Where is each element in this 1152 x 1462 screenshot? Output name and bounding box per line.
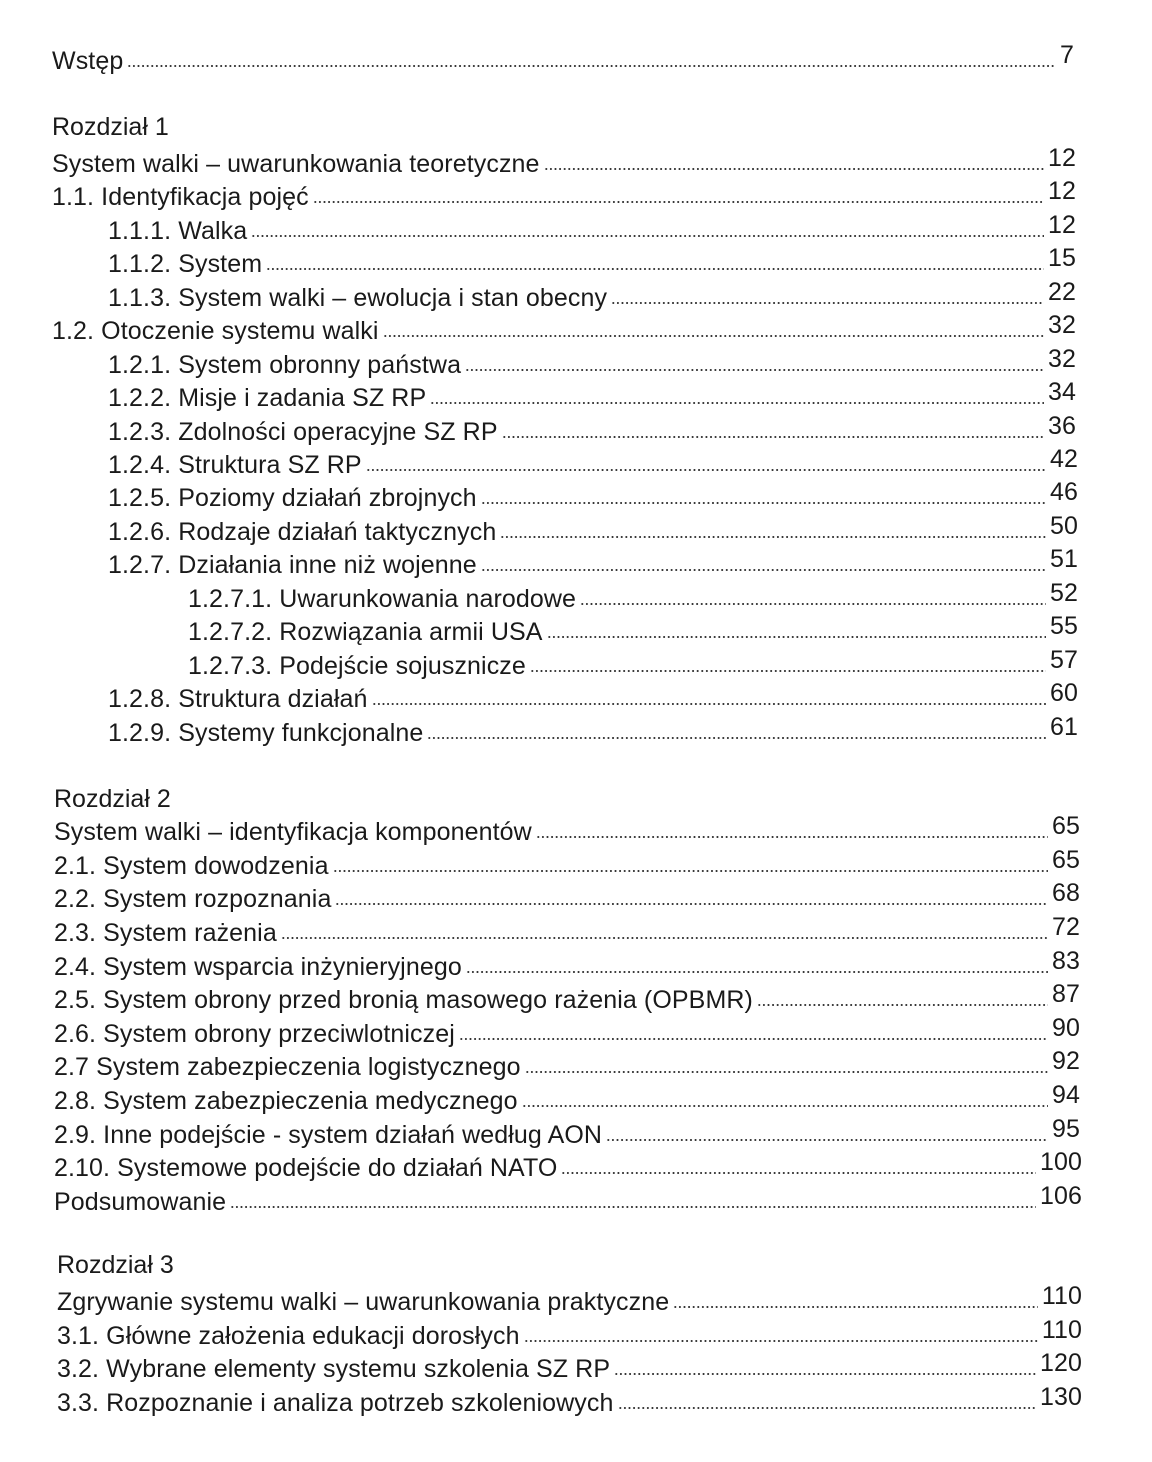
toc-entry — [108, 546, 1078, 580]
toc-entry — [52, 312, 1076, 346]
toc-page-number: 22 — [1047, 278, 1076, 306]
toc-entry-title: 1.2.9. Systemy funkcjonalne — [108, 719, 424, 747]
toc-entry — [54, 813, 1080, 847]
dot-leader — [481, 500, 1046, 506]
toc-entry-title: 3.3. Rozpoznanie i analiza potrzeb szkoleniowych — [57, 1389, 614, 1417]
toc-entry-title: 1.1. Identyfikacja pojęć — [52, 183, 309, 211]
toc-entry-title: Zgrywanie systemu walki – uwarunkowania praktyczne — [57, 1288, 670, 1316]
toc-page-number: 65 — [1051, 846, 1080, 874]
toc-page-number: 12 — [1047, 177, 1076, 205]
dot-leader — [757, 1002, 1048, 1008]
toc-page-number: 32 — [1047, 311, 1076, 339]
toc-page-number: 106 — [1039, 1182, 1082, 1210]
dot-leader — [673, 1304, 1038, 1310]
toc-entry-title: Podsumowanie — [54, 1188, 227, 1216]
toc-entry — [188, 647, 1078, 681]
toc-entry — [54, 981, 1080, 1015]
toc-page-number: 34 — [1047, 378, 1076, 406]
toc-entry-title: 2.9. Inne podejście - system działań według AON — [54, 1121, 603, 1149]
toc-page-number: 57 — [1049, 646, 1078, 674]
dot-leader — [525, 1069, 1048, 1075]
dot-leader — [544, 166, 1044, 172]
toc-entry — [188, 580, 1078, 614]
dot-leader — [618, 1405, 1036, 1411]
dot-leader — [333, 868, 1048, 874]
toc-entry-title: 1.2.3. Zdolności operacyjne SZ RP — [108, 418, 498, 446]
toc-entry-title: 2.8. System zabezpieczenia medycznego — [54, 1087, 518, 1115]
dot-leader — [547, 634, 1046, 640]
dot-leader — [313, 199, 1044, 205]
toc-entry — [108, 212, 1076, 246]
toc-page-number: 120 — [1039, 1349, 1082, 1377]
toc-entry — [54, 1183, 1082, 1217]
toc-entry — [108, 279, 1076, 313]
toc-page-number: 68 — [1051, 879, 1080, 907]
dot-leader — [383, 333, 1044, 339]
toc-entry — [54, 948, 1080, 982]
toc-entry-title: 1.1.1. Walka — [108, 217, 248, 245]
dot-leader — [465, 367, 1044, 373]
dot-leader — [427, 735, 1046, 741]
dot-leader — [580, 601, 1046, 607]
toc-page-number: 87 — [1051, 980, 1080, 1008]
toc-page-number: 12 — [1047, 144, 1076, 172]
toc-page-number: 50 — [1049, 512, 1078, 540]
toc-page-number: 55 — [1049, 612, 1078, 640]
dot-leader — [530, 668, 1046, 674]
chapter-heading: Rozdział 2 — [54, 785, 171, 813]
toc-entry-title: 1.2.1. System obronny państwa — [108, 351, 462, 379]
toc-entry — [57, 1350, 1082, 1384]
dot-leader — [561, 1170, 1036, 1176]
dot-leader — [522, 1103, 1048, 1109]
toc-page-number: 92 — [1051, 1047, 1080, 1075]
toc-page-number: 130 — [1039, 1383, 1082, 1411]
toc-page-number: 52 — [1049, 579, 1078, 607]
toc-entry — [108, 479, 1078, 513]
toc-entry-title: System walki – uwarunkowania teoretyczne — [52, 150, 540, 178]
dot-leader — [606, 1137, 1048, 1143]
dot-leader — [614, 1371, 1036, 1377]
toc-entry-title: 3.2. Wybrane elementy systemu szkolenia SZ RP — [57, 1355, 611, 1383]
dot-leader — [466, 969, 1048, 975]
toc-entry — [108, 413, 1076, 447]
toc-entry-title: 3.1. Główne założenia edukacji dorosłych — [57, 1322, 520, 1350]
toc-entry — [54, 1116, 1080, 1150]
dot-leader — [430, 400, 1044, 406]
toc-entry — [108, 446, 1078, 480]
toc-entry — [54, 1082, 1080, 1116]
dot-leader — [611, 300, 1044, 306]
dot-leader — [536, 834, 1048, 840]
toc-entry — [54, 914, 1080, 948]
chapter-heading: Rozdział 3 — [57, 1251, 174, 1279]
dot-leader — [230, 1204, 1036, 1210]
toc-page-number: 90 — [1051, 1014, 1080, 1042]
toc-entry — [52, 42, 1074, 76]
toc-entry-title: 1.2.8. Struktura działań — [108, 685, 368, 713]
toc-entry — [188, 613, 1078, 647]
toc-entry-title: 2.10. Systemowe podejście do działań NATO — [54, 1154, 558, 1182]
toc-page-number: 12 — [1047, 211, 1076, 239]
toc-page-number: 110 — [1041, 1316, 1082, 1344]
toc-entry — [108, 346, 1076, 380]
toc-entry-title: Wstęp — [52, 47, 124, 75]
toc-entry — [54, 847, 1080, 881]
dot-leader — [524, 1338, 1038, 1344]
toc-entry-title: 1.1.2. System — [108, 250, 263, 278]
toc-entry — [57, 1317, 1082, 1351]
toc-entry — [108, 245, 1076, 279]
toc-entry — [52, 178, 1076, 212]
dot-leader — [366, 467, 1046, 473]
toc-entry-title: 1.2.6. Rodzaje działań taktycznych — [108, 518, 497, 546]
toc-entry-title: 2.4. System wsparcia inżynieryjnego — [54, 953, 462, 981]
toc-entry-title: 1.2.5. Poziomy działań zbrojnych — [108, 484, 477, 512]
dot-leader — [127, 63, 1056, 69]
toc-entry-title: 2.5. System obrony przed bronią masowego rażenia (OPBMR) — [54, 986, 753, 1014]
dot-leader — [266, 266, 1044, 272]
toc-page-number: 100 — [1039, 1148, 1082, 1176]
toc-entry — [54, 1149, 1082, 1183]
toc-page-number: 15 — [1047, 244, 1076, 272]
toc-entry-title: 1.2.7.1. Uwarunkowania narodowe — [188, 585, 577, 613]
toc-entry-title: 1.2.7. Działania inne niż wojenne — [108, 551, 477, 579]
toc-entry — [108, 513, 1078, 547]
toc-entry-title: 1.2.7.2. Rozwiązania armii USA — [188, 618, 543, 646]
toc-page-number: 83 — [1051, 947, 1080, 975]
toc-entry-title: 2.2. System rozpoznania — [54, 885, 332, 913]
toc-page-number: 60 — [1049, 679, 1078, 707]
toc-entry — [52, 145, 1076, 179]
dot-leader — [502, 434, 1044, 440]
toc-entry-title: System walki – identyfikacja komponentów — [54, 818, 532, 846]
toc-page-number: 110 — [1041, 1282, 1082, 1310]
toc-entry-title: 1.2.4. Struktura SZ RP — [108, 451, 362, 479]
toc-page-number: 46 — [1049, 478, 1078, 506]
toc-page-number: 7 — [1059, 41, 1074, 69]
toc-entry — [57, 1283, 1082, 1317]
toc-page-number: 65 — [1051, 812, 1080, 840]
toc-entry-title: 2.1. System dowodzenia — [54, 852, 329, 880]
toc-page-number: 94 — [1051, 1081, 1080, 1109]
dot-leader — [459, 1036, 1048, 1042]
toc-entry-title: 1.1.3. System walki – ewolucja i stan obecny — [108, 284, 608, 312]
toc-entry-title: 1.2. Otoczenie systemu walki — [52, 317, 379, 345]
toc-entry-title: 1.2.2. Misje i zadania SZ RP — [108, 384, 427, 412]
dot-leader — [481, 567, 1046, 573]
toc-page-number: 42 — [1049, 445, 1078, 473]
toc-page-number: 51 — [1049, 545, 1078, 573]
toc-page-number: 61 — [1049, 713, 1078, 741]
toc-entry — [54, 1048, 1080, 1082]
toc-entry-title: 2.7 System zabezpieczenia logistycznego — [54, 1053, 521, 1081]
toc-entry — [108, 714, 1078, 748]
toc-entry-title: 2.3. System rażenia — [54, 919, 277, 947]
dot-leader — [500, 534, 1046, 540]
toc-page-number: 36 — [1047, 412, 1076, 440]
toc-page-number: 32 — [1047, 345, 1076, 373]
toc-entry — [108, 379, 1076, 413]
toc-page-number: 72 — [1051, 913, 1080, 941]
dot-leader — [281, 935, 1048, 941]
toc-entry — [108, 680, 1078, 714]
toc-entry-title: 2.6. System obrony przeciwlotniczej — [54, 1020, 455, 1048]
toc-entry — [57, 1384, 1082, 1418]
toc-entry — [54, 1015, 1080, 1049]
chapter-heading: Rozdział 1 — [52, 113, 169, 141]
toc-page-number: 95 — [1051, 1115, 1080, 1143]
toc-entry-title: 1.2.7.3. Podejście sojusznicze — [188, 652, 526, 680]
toc-entry — [54, 880, 1080, 914]
dot-leader — [335, 901, 1048, 907]
dot-leader — [372, 701, 1046, 707]
dot-leader — [251, 233, 1044, 239]
